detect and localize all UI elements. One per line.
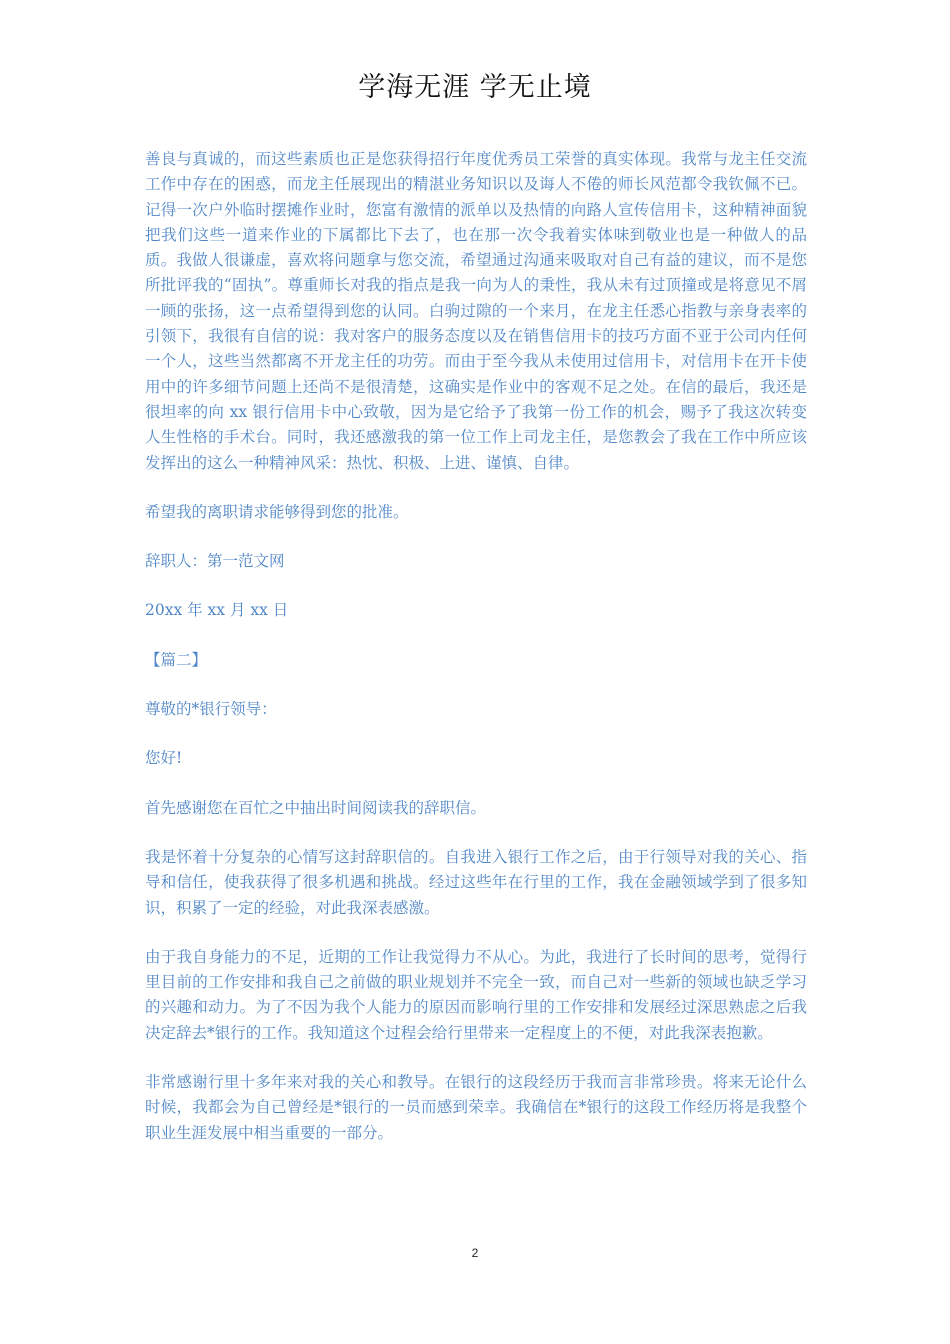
page-number: 2 [471, 1246, 479, 1260]
paragraph-request: 希望我的离职请求能够得到您的批准。 [145, 502, 409, 521]
paragraph-letter-body: 善良与真诚的，而这些素质也正是您获得招行年度优秀员工荣誉的真实体现。我常与龙主任交流工作中存在的困惑，而龙主任展现出的精湛业务知识以及诲人不倦的师长风范都令我钦佩不已。记得一次户外临时摆摊作业时，您富有激情的派单以及热情的向路人宣传信用卡，这种精神面貌把我们这些一道来作业的下属都比下去了，也在那一次令我着实体味到敬业也是一种做人的品质。我做人很谦虚，喜欢将问题拿与您交流，希望通过沟通来吸取对自己有益的建议，而不是您所批评我的“固执”。尊重师长对我的指点是我一向为人的秉性，我从未有过顶撞或是将意见不屑一顾的张扬，这一点希望得到您的认同。白驹过隙的一个来月，在龙主任悉心指教与亲身表率的引领下，我很有自信的说：我对客户的服务态度以及在销售信用卡的技巧方面不亚于公司内任何一个人，这些当然都离不开龙主任的功劳。而由于至今我从未使用过信用卡，对信用卡在开卡使用中的许多细节问题上还尚不是很清楚，这确实是作业中的客观不足之处。在信的最后，我还是很坦率的向 xx 银行信用卡中心致敬，因为是它给予了我第一份工作的机会，赐予了我这次转变人生性格的手术台。同时，我还感激我的第一位工作上司龙主任，是您教会了我在工作中所应该发挥出的这么一种精神风采：热忱、积极、上进、谨慎、自律。 [145, 150, 807, 472]
section-heading-part-two: 【篇二】 [145, 650, 208, 669]
paragraph-feelings: 我是怀着十分复杂的心情写这封辞职信的。自我进入银行工作之后，由于行领导对我的关心、指导和信任，使我获得了很多机遇和挑战。经过这些年在行里的工作，我在金融领域学到了很多知识，积累了一定的经验，对此我深表感激。 [145, 847, 807, 917]
page-header-title: 学海无涯 学无止境 [358, 72, 592, 103]
paragraph-signature: 辞职人：第一范文网 [145, 552, 285, 571]
paragraph-salutation: 尊敬的*银行领导： [145, 700, 277, 719]
document-body [145, 147, 807, 1170]
paragraph-reason: 由于我自身能力的不足，近期的工作让我觉得力不从心。为此，我进行了长时间的思考，觉得行里目前的工作安排和我自己之前做的职业规划并不完全一致，而自己对一些新的领域也缺乏学习的兴趣和动力。为了不因为我个人能力的原因而影响行里的工作安排和发展经过深思熟虑之后我决定辞去*银行的工作。我知道这个过程会给行里带来一定程度上的不便，对此我深表抱歉。 [145, 947, 807, 1042]
paragraph-gratitude: 非常感谢行里十多年来对我的关心和教导。在银行的这段经历于我而言非常珍贵。将来无论什么时候，我都会为自己曾经是*银行的一员而感到荣幸。我确信在*银行的这段工作经历将是我整个职业生涯发展中相当重要的一部分。 [145, 1073, 807, 1142]
paragraph-greeting: 您好! [145, 749, 183, 768]
paragraph-thanks: 首先感谢您在百忙之中抽出时间阅读我的辞职信。 [145, 798, 487, 817]
paragraph-date: 20xx 年 xx 月 xx 日 [145, 601, 289, 620]
